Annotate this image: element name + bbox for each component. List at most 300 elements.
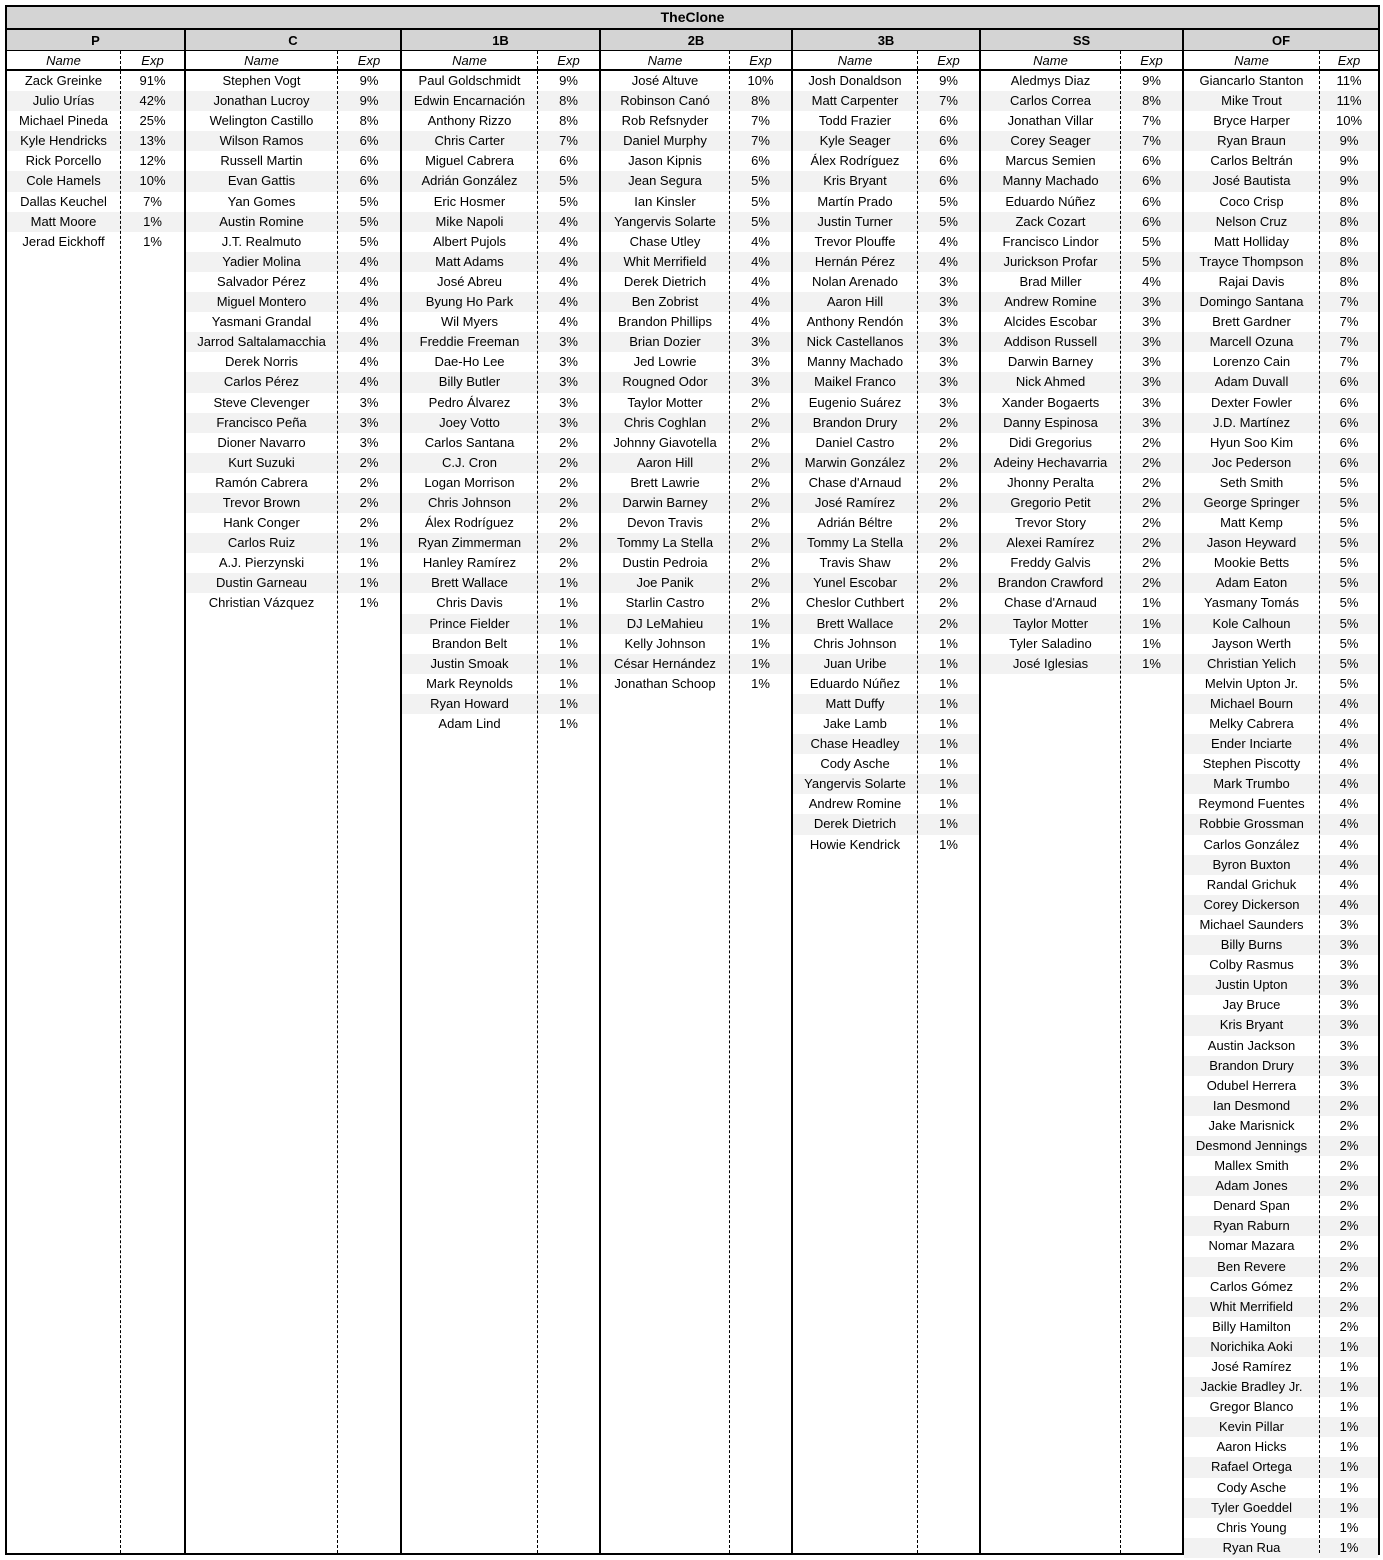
- name-column-header: Name: [244, 53, 279, 68]
- name-column-header: Name: [647, 53, 683, 68]
- player-exposure: 1%: [1339, 1459, 1359, 1475]
- player-exposure: 4%: [359, 374, 379, 390]
- column-divider: [537, 51, 538, 1553]
- table-row: [1184, 1538, 1378, 1558]
- player-exposure: 2%: [751, 494, 770, 510]
- table-row: [402, 513, 599, 533]
- player-exposure: 1%: [751, 675, 770, 691]
- player-exposure: 5%: [1339, 655, 1359, 671]
- player-name: Aaron Hill: [636, 454, 694, 470]
- player-exposure: 2%: [359, 515, 379, 531]
- table-row: [186, 513, 400, 533]
- position-group-1b: [400, 30, 599, 1553]
- player-exposure: 4%: [751, 253, 770, 269]
- player-exposure: 3%: [939, 314, 958, 330]
- table-row: [1184, 774, 1378, 794]
- table-row: [793, 593, 979, 613]
- position-header-2b: 2B: [601, 30, 791, 51]
- position-header-ss: SS: [981, 30, 1182, 51]
- player-name: Carlos Pérez: [223, 374, 300, 390]
- player-name: Billy Hamilton: [1212, 1318, 1291, 1334]
- table-row: [793, 634, 979, 654]
- player-name: Marwin González: [804, 454, 906, 470]
- table-row: [1184, 433, 1378, 453]
- player-name: Evan Gattis: [227, 173, 296, 189]
- name-column-header: Name: [1234, 53, 1269, 68]
- player-exposure: 4%: [559, 253, 578, 269]
- player-name: Desmond Jennings: [1195, 1137, 1308, 1153]
- player-exposure: 4%: [1339, 776, 1359, 792]
- player-exposure: 8%: [1142, 93, 1161, 109]
- player-exposure: 5%: [559, 193, 578, 209]
- table-row: [402, 131, 599, 151]
- player-exposure: 6%: [1142, 153, 1161, 169]
- player-name: Dustin Pedroia: [622, 555, 708, 571]
- player-name: Jhonny Peralta: [1007, 474, 1094, 490]
- player-name: Didi Gregorius: [1008, 434, 1093, 450]
- player-exposure: 2%: [751, 515, 770, 531]
- player-exposure: 5%: [1339, 575, 1359, 591]
- table-row: [793, 794, 979, 814]
- player-exposure: 2%: [939, 535, 958, 551]
- player-name: Josh Donaldson: [808, 73, 902, 88]
- table-row: [186, 192, 400, 212]
- table-row: [402, 393, 599, 413]
- player-exposure: 6%: [939, 113, 958, 129]
- player-name: Alcides Escobar: [1003, 314, 1098, 330]
- table-row: [402, 413, 599, 433]
- player-exposure: 8%: [1339, 213, 1359, 229]
- table-row: [793, 212, 979, 232]
- player-exposure: 6%: [939, 173, 958, 189]
- table-row: [981, 352, 1182, 372]
- table-row: [7, 171, 184, 191]
- player-exposure: 3%: [1142, 374, 1161, 390]
- player-name: Maikel Franco: [814, 374, 896, 390]
- player-name: Bryce Harper: [1213, 113, 1290, 129]
- table-row: [793, 312, 979, 332]
- player-name: Kelly Johnson: [624, 635, 706, 651]
- player-exposure: 2%: [751, 434, 770, 450]
- player-name: Welington Castillo: [209, 113, 314, 129]
- table-row: [186, 493, 400, 513]
- player-name: Matt Holliday: [1213, 233, 1290, 249]
- table-row: [7, 212, 184, 232]
- column-divider: [917, 51, 918, 1553]
- player-exposure: 6%: [559, 153, 578, 169]
- table-row: [402, 654, 599, 674]
- player-name: Chris Davis: [436, 595, 503, 611]
- player-exposure: 2%: [1339, 1097, 1359, 1113]
- player-exposure: 1%: [1339, 1379, 1359, 1395]
- player-name: Yasmani Grandal: [211, 314, 312, 330]
- player-exposure: 7%: [1339, 334, 1359, 350]
- player-name: Adrián Béltre: [817, 515, 893, 531]
- player-name: Jerad Eickhoff: [22, 233, 105, 249]
- player-name: Starlin Castro: [625, 595, 705, 611]
- player-name: Reymond Fuentes: [1198, 796, 1305, 812]
- player-exposure: 1%: [359, 575, 379, 591]
- table-row: [1184, 1457, 1378, 1477]
- player-name: Zack Cozart: [1015, 213, 1086, 229]
- player-name: Adam Jones: [1215, 1178, 1288, 1194]
- player-name: Jonathan Villar: [1007, 113, 1094, 129]
- column-header-row: [402, 51, 599, 71]
- player-exposure: 7%: [1142, 113, 1161, 129]
- table-row: [981, 433, 1182, 453]
- player-name: Steve Clevenger: [213, 394, 310, 410]
- table-row: [601, 151, 791, 171]
- table-row: [981, 151, 1182, 171]
- player-name: Kris Bryant: [1219, 1017, 1284, 1033]
- player-name: José Abreu: [436, 273, 503, 289]
- player-name: Brian Dozier: [629, 334, 701, 350]
- player-name: Nick Castellanos: [806, 334, 904, 350]
- player-exposure: 5%: [751, 213, 770, 229]
- player-exposure: 7%: [143, 193, 162, 209]
- name-column-header: Name: [837, 53, 873, 68]
- player-name: Cole Hamels: [26, 173, 101, 189]
- player-exposure: 4%: [559, 314, 578, 330]
- player-exposure: 1%: [939, 716, 958, 731]
- player-exposure: 3%: [1142, 334, 1161, 350]
- player-name: Jake Marisnick: [1208, 1117, 1295, 1133]
- player-exposure: 1%: [1339, 1519, 1359, 1535]
- player-name: Álex Rodríguez: [810, 153, 900, 169]
- player-exposure: 7%: [751, 133, 770, 149]
- table-row: [1184, 1478, 1378, 1498]
- player-name: Freddy Galvis: [1010, 555, 1091, 571]
- player-name: Dexter Fowler: [1211, 394, 1292, 410]
- player-name: Jonathan Lucroy: [213, 93, 310, 109]
- player-exposure: 2%: [751, 575, 770, 591]
- player-name: Corey Dickerson: [1203, 896, 1300, 912]
- table-row: [793, 835, 979, 855]
- player-name: Devon Travis: [627, 515, 703, 531]
- table-row: [186, 91, 400, 111]
- player-exposure: 1%: [1142, 635, 1161, 651]
- table-row: [1184, 855, 1378, 875]
- player-exposure: 2%: [1142, 555, 1161, 571]
- player-exposure: 4%: [939, 233, 958, 249]
- player-name: Tommy La Stella: [616, 535, 714, 551]
- table-row: [601, 413, 791, 433]
- player-name: Taylor Motter: [627, 394, 703, 410]
- player-exposure: 8%: [559, 113, 578, 129]
- player-exposure: 1%: [751, 635, 770, 651]
- player-name: Johnny Giavotella: [613, 434, 717, 450]
- table-row: [402, 372, 599, 392]
- table-row: [981, 91, 1182, 111]
- table-row: [1184, 252, 1378, 272]
- player-name: Miguel Cabrera: [425, 153, 514, 169]
- table-row: [1184, 292, 1378, 312]
- player-name: Brandon Drury: [812, 414, 898, 430]
- player-exposure: 91%: [139, 73, 166, 88]
- name-column-header: Name: [1033, 53, 1068, 68]
- table-row: [402, 614, 599, 634]
- player-exposure: 5%: [751, 173, 770, 189]
- table-row: [402, 232, 599, 252]
- table-row: [186, 573, 400, 593]
- player-exposure: 2%: [939, 474, 958, 490]
- table-row: [981, 71, 1182, 91]
- player-name: Brandon Crawford: [997, 575, 1104, 591]
- table-row: [1184, 1498, 1378, 1518]
- player-name: Chris Coghlan: [623, 414, 707, 430]
- player-exposure: 7%: [1339, 354, 1359, 370]
- player-exposure: 3%: [1142, 394, 1161, 410]
- player-exposure: 2%: [1339, 1178, 1359, 1194]
- player-exposure: 8%: [1339, 193, 1359, 209]
- table-row: [793, 493, 979, 513]
- player-exposure: 2%: [751, 414, 770, 430]
- player-exposure: 3%: [1142, 314, 1161, 330]
- player-name: Byron Buxton: [1212, 856, 1291, 872]
- player-exposure: 4%: [1339, 796, 1359, 812]
- player-exposure: 1%: [143, 233, 162, 249]
- table-row: [402, 151, 599, 171]
- table-row: [1184, 111, 1378, 131]
- player-exposure: 5%: [559, 173, 578, 189]
- player-name: Albert Pujols: [433, 233, 506, 249]
- table-row: [601, 634, 791, 654]
- player-exposure: 4%: [1339, 856, 1359, 872]
- table-row: [1184, 352, 1378, 372]
- table-row: [186, 252, 400, 272]
- player-exposure: 4%: [1142, 273, 1161, 289]
- table-row: [1184, 71, 1378, 91]
- player-exposure: 2%: [1339, 1258, 1359, 1274]
- player-exposure: 2%: [559, 555, 578, 571]
- player-name: Manny Machado: [1002, 173, 1099, 189]
- player-name: Jason Kipnis: [628, 153, 702, 169]
- table-row: [1184, 1116, 1378, 1136]
- player-name: Yan Gomes: [227, 193, 296, 209]
- table-row: [793, 252, 979, 272]
- player-name: Joey Votto: [439, 414, 500, 430]
- table-row: [402, 171, 599, 191]
- player-name: Jurickson Profar: [1003, 253, 1098, 269]
- player-exposure: 5%: [1339, 675, 1359, 691]
- player-exposure: 6%: [939, 153, 958, 169]
- player-name: Matt Duffy: [825, 695, 885, 711]
- table-row: [402, 292, 599, 312]
- table-row: [793, 453, 979, 473]
- player-name: Daniel Castro: [815, 434, 895, 450]
- player-name: Rick Porcello: [25, 153, 102, 169]
- table-row: [981, 272, 1182, 292]
- player-exposure: 3%: [1339, 997, 1359, 1013]
- player-name: Nelson Cruz: [1215, 213, 1288, 229]
- table-row: [1184, 1257, 1378, 1277]
- player-name: Alexei Ramírez: [1006, 535, 1095, 551]
- player-name: Yadier Molina: [222, 253, 301, 269]
- player-name: Robbie Grossman: [1199, 816, 1304, 832]
- player-exposure: 1%: [1339, 1359, 1359, 1374]
- table-row: [1184, 1096, 1378, 1116]
- table-row: [1184, 654, 1378, 674]
- player-exposure: 5%: [751, 193, 770, 209]
- player-exposure: 4%: [359, 253, 379, 269]
- player-list: [601, 71, 791, 694]
- player-name: Jarrod Saltalamacchia: [197, 334, 326, 350]
- table-row: [402, 593, 599, 613]
- player-exposure: 9%: [1339, 153, 1359, 169]
- player-name: Stephen Vogt: [222, 73, 301, 88]
- player-exposure: 9%: [359, 93, 379, 109]
- player-name: Chase d'Arnaud: [808, 474, 902, 490]
- player-exposure: 1%: [1339, 1439, 1359, 1455]
- player-name: Aaron Hill: [826, 294, 884, 310]
- table-row: [186, 272, 400, 292]
- player-name: Carlos Gómez: [1209, 1278, 1294, 1294]
- player-name: Rajai Davis: [1218, 273, 1285, 289]
- player-name: Carlos González: [1203, 836, 1300, 852]
- player-exposure: 2%: [939, 434, 958, 450]
- player-name: José Iglesias: [1012, 655, 1089, 671]
- table-row: [601, 71, 791, 91]
- player-exposure: 1%: [1339, 1419, 1359, 1435]
- player-exposure: 2%: [939, 595, 958, 611]
- player-name: Ramón Cabrera: [215, 474, 308, 490]
- sheet-title: TheClone: [7, 7, 1378, 30]
- table-row: [981, 111, 1182, 131]
- player-exposure: 4%: [359, 314, 379, 330]
- player-list: [793, 71, 979, 855]
- table-row: [1184, 975, 1378, 995]
- player-exposure: 4%: [751, 314, 770, 330]
- table-row: [1184, 674, 1378, 694]
- player-name: Ian Kinsler: [634, 193, 696, 209]
- player-name: Aledmys Diaz: [1010, 73, 1091, 88]
- player-exposure: 4%: [359, 354, 379, 370]
- table-row: [186, 413, 400, 433]
- player-name: Darwin Barney: [622, 494, 708, 510]
- player-name: Kris Bryant: [823, 173, 887, 189]
- table-row: [1184, 935, 1378, 955]
- player-list: [186, 71, 400, 614]
- table-row: [601, 533, 791, 553]
- player-exposure: 3%: [559, 374, 578, 390]
- player-name: Travis Shaw: [819, 555, 891, 571]
- table-row: [1184, 915, 1378, 935]
- player-name: Nomar Mazara: [1208, 1238, 1295, 1254]
- column-header-row: [1184, 51, 1378, 71]
- table-row: [793, 433, 979, 453]
- player-exposure: 2%: [1142, 474, 1161, 490]
- player-exposure: 6%: [1142, 173, 1161, 189]
- table-row: [1184, 1417, 1378, 1437]
- column-divider: [120, 51, 121, 1553]
- player-name: José Bautista: [1212, 173, 1291, 189]
- table-row: [793, 413, 979, 433]
- player-name: Tyler Goeddel: [1211, 1499, 1292, 1515]
- table-row: [601, 272, 791, 292]
- table-row: [981, 292, 1182, 312]
- table-row: [793, 533, 979, 553]
- player-exposure: 7%: [751, 113, 770, 129]
- player-name: Carlos Correa: [1010, 93, 1091, 109]
- exp-column-header: Exp: [1337, 53, 1361, 68]
- table-row: [186, 533, 400, 553]
- player-name: Joc Pederson: [1211, 454, 1292, 470]
- player-name: Hank Conger: [223, 515, 300, 531]
- table-row: [186, 593, 400, 613]
- player-name: Carlos Santana: [424, 434, 515, 450]
- player-exposure: 3%: [1339, 1037, 1359, 1053]
- player-exposure: 1%: [559, 716, 578, 731]
- table-row: [793, 71, 979, 91]
- player-exposure: 2%: [751, 394, 770, 410]
- position-header-of: OF: [1184, 30, 1378, 51]
- player-name: Ryan Rua: [1222, 1539, 1281, 1555]
- player-name: Yangervis Solarte: [614, 213, 716, 229]
- player-exposure: 1%: [359, 535, 379, 551]
- player-exposure: 3%: [1339, 957, 1359, 973]
- player-exposure: 2%: [1142, 575, 1161, 591]
- player-name: Rob Refsnyder: [621, 113, 709, 129]
- player-name: Odubel Herrera: [1206, 1077, 1297, 1093]
- player-exposure: 5%: [1339, 515, 1359, 531]
- player-name: Darwin Barney: [1007, 354, 1094, 370]
- table-row: [601, 473, 791, 493]
- player-exposure: 3%: [939, 294, 958, 310]
- player-name: Freddie Freeman: [419, 334, 520, 350]
- player-exposure: 3%: [1339, 1057, 1359, 1073]
- player-exposure: 1%: [939, 796, 958, 812]
- table-row: [981, 453, 1182, 473]
- player-name: Eric Hosmer: [433, 193, 506, 209]
- player-name: Billy Butler: [438, 374, 501, 390]
- table-row: [402, 71, 599, 91]
- table-row: [1184, 312, 1378, 332]
- player-name: Mike Trout: [1221, 93, 1282, 109]
- player-exposure: 1%: [559, 575, 578, 591]
- table-row: [1184, 1357, 1378, 1377]
- table-row: [1184, 131, 1378, 151]
- player-exposure: 1%: [559, 615, 578, 631]
- table-row: [793, 553, 979, 573]
- table-row: [1184, 995, 1378, 1015]
- table-row: [601, 332, 791, 352]
- table-row: [7, 192, 184, 212]
- player-name: Brandon Phillips: [618, 314, 712, 330]
- player-exposure: 6%: [1142, 213, 1161, 229]
- player-exposure: 2%: [1339, 1238, 1359, 1254]
- column-divider: [729, 51, 730, 1553]
- player-exposure: 8%: [559, 93, 578, 109]
- table-row: [186, 473, 400, 493]
- table-row: [1184, 895, 1378, 915]
- table-row: [1184, 1297, 1378, 1317]
- player-name: Ryan Braun: [1217, 133, 1286, 149]
- table-row: [1184, 1056, 1378, 1076]
- player-exposure: 10%: [139, 173, 166, 189]
- player-exposure: 3%: [1339, 916, 1359, 932]
- player-name: Cody Asche: [820, 756, 890, 772]
- player-name: Derek Dietrich: [813, 816, 897, 832]
- player-name: José Ramírez: [1211, 1359, 1292, 1374]
- player-name: Adrián González: [421, 173, 518, 189]
- player-exposure: 3%: [939, 374, 958, 390]
- player-exposure: 1%: [559, 635, 578, 651]
- player-exposure: 10%: [1335, 113, 1363, 129]
- table-row: [186, 453, 400, 473]
- player-name: Hanley Ramírez: [422, 555, 517, 571]
- table-row: [793, 111, 979, 131]
- table-row: [601, 312, 791, 332]
